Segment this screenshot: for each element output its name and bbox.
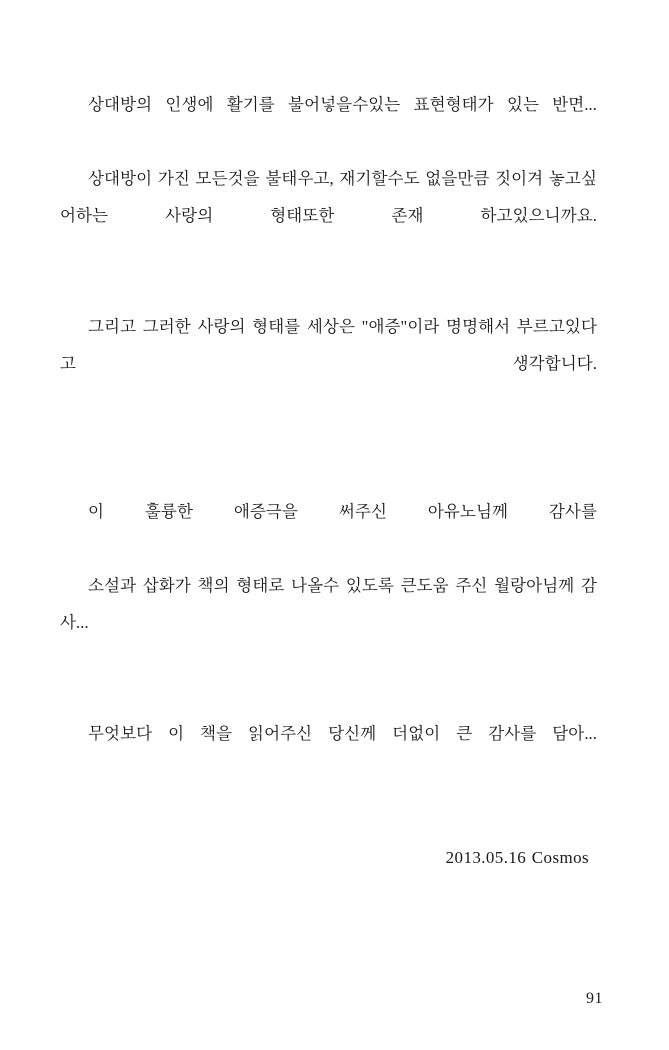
paragraph-spacer-2 <box>60 678 597 715</box>
paragraph-2: 상대방이 가진 모든것을 불태우고, 재기할수도 없을만큼 짓이겨 놓고싶어하는 사랑의 형태또한 존재 하고있으니까요. <box>60 169 597 225</box>
paragraph-3: 그리고 그러한 사랑의 형태를 세상은 "애증"이라 명명해서 부르고있다고 생각합니다. <box>60 317 597 373</box>
signature-line: 2013.05.16 Cosmos <box>445 848 589 867</box>
page-number: 91 <box>586 990 603 1007</box>
paragraph-5: 소설과 삽화가 책의 형태로 나올수 있도록 큰도움 주신 월랑아님께 감사... <box>60 576 597 632</box>
paragraph-4: 이 훌륭한 애증극을 써주신 아유노님께 감사를 <box>88 502 597 521</box>
page-body <box>60 86 597 876</box>
paragraph-6: 무엇보다 이 책을 읽어주신 당신께 더없이 큰 감사를 담아... <box>88 724 597 743</box>
section-spacer <box>60 419 597 493</box>
paragraph-spacer <box>60 271 597 308</box>
paragraph-1: 상대방의 인생에 활기를 불어넣을수있는 표현형태가 있는 반면... <box>88 95 597 114</box>
